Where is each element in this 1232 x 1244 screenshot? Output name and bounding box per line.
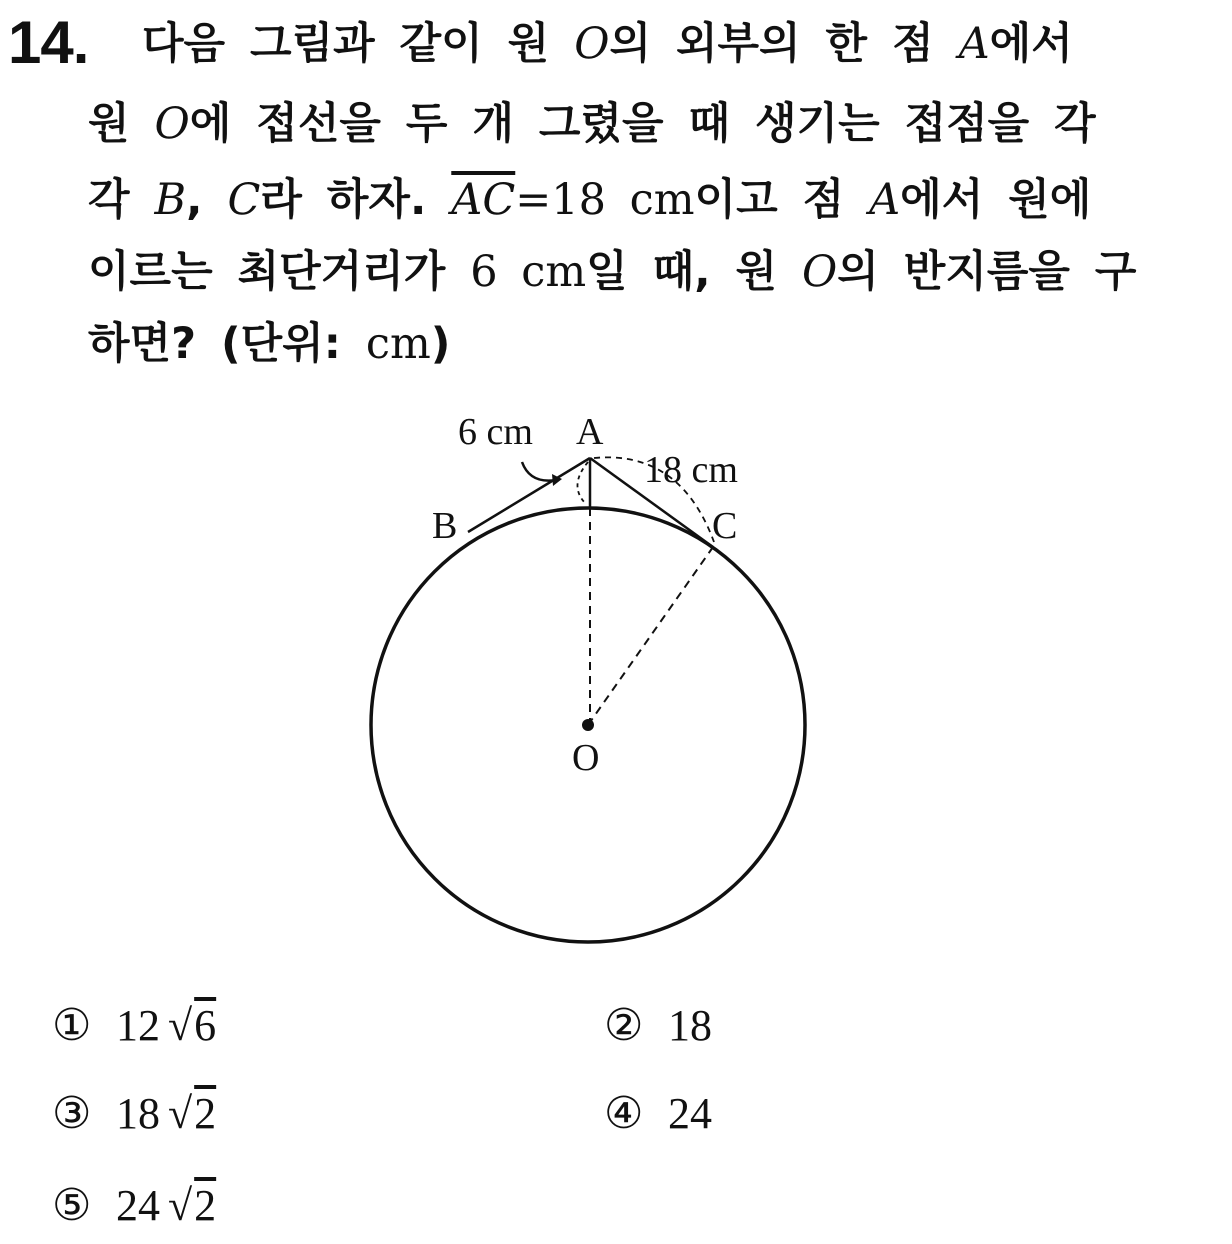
dimension-6cm-arc (577, 462, 588, 504)
label-point-o: O (572, 737, 600, 779)
label-point-c: C (712, 505, 738, 547)
label-point-a: A (576, 411, 604, 453)
sqrt-symbol: √ (168, 1001, 193, 1050)
question-stem-line-5: 하면? (단위: cm) (88, 319, 451, 369)
choice-2[interactable]: ② 18 (604, 998, 712, 1054)
label-point-b: B (432, 505, 458, 547)
tangent-circle-diagram (350, 400, 830, 960)
question-stem-line-3: 각 B, C라 하자. $\overline{AC}=18$ cm이고 점 A에서 원에 (88, 175, 1092, 225)
sqrt-symbol: √ (168, 1089, 193, 1138)
pointer-6cm (522, 462, 556, 481)
radius-dashed-oc (588, 547, 713, 725)
choice-marker: ③ (52, 1089, 92, 1138)
choice-4[interactable]: ④ 24 (604, 1086, 712, 1142)
choice-3[interactable]: ③ 18 √2 (52, 1086, 216, 1142)
choice-marker: ② (604, 1001, 644, 1050)
center-point-o (582, 719, 594, 731)
choice-marker: ⑤ (52, 1181, 92, 1230)
question-stem-line-4: 이르는 최단거리가 6 cm일 때, 원 O의 반지름을 구 (88, 247, 1137, 297)
label-6cm: 6 cm (458, 411, 533, 453)
question-number: 14. (8, 9, 89, 76)
label-18cm: 18 cm (644, 449, 738, 491)
segment-ac: $\overline{AC}$ (451, 175, 516, 225)
choice-marker: ① (52, 1001, 92, 1050)
choice-marker: ④ (604, 1089, 644, 1138)
choice-1[interactable]: ① 12 √6 (52, 998, 216, 1054)
tangent-line-ab (468, 458, 590, 532)
sqrt-symbol: √ (168, 1181, 193, 1230)
choice-5[interactable]: ⑤ 24 √2 (52, 1178, 216, 1234)
question-stem-line-2: 원 O에 접선을 두 개 그렸을 때 생기는 접점을 각 (88, 99, 1096, 149)
question-stem-line-1: 다음 그림과 같이 원 O의 외부의 한 점 A에서 (142, 19, 1073, 69)
